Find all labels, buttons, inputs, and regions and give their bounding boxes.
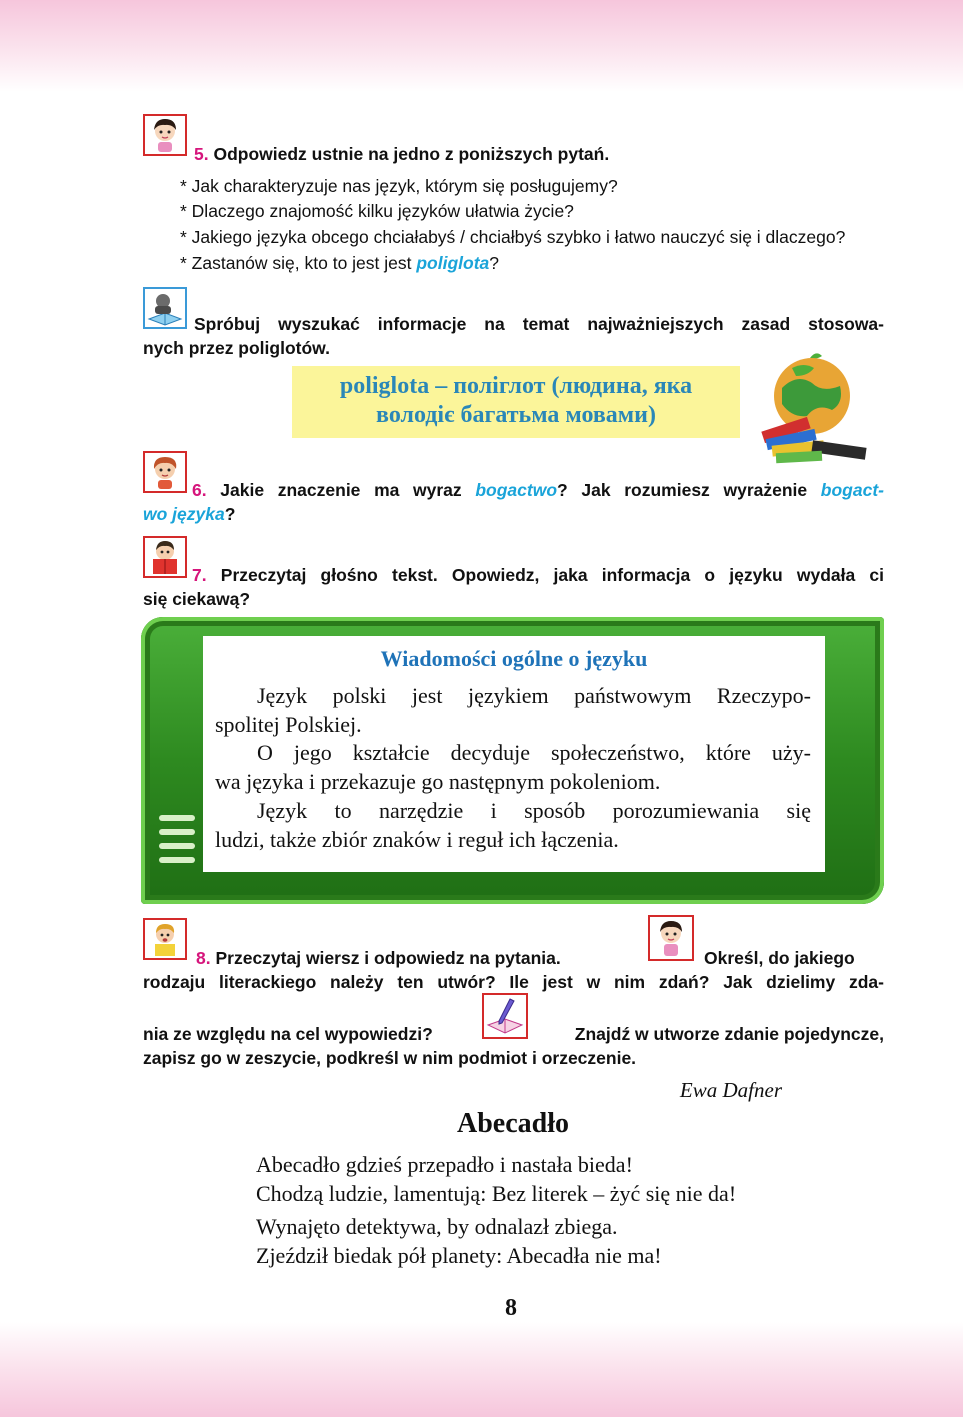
question-1: * Jak charakteryzuje nas język, którym się posługujemy? <box>180 176 618 196</box>
exercise-5-heading <box>194 142 609 166</box>
board-line-2: spolitej Polskiej. <box>215 711 362 737</box>
question-3: * Jakiego języka obcego chciałabyś / chciałbyś szybko i łatwo nauczyć się i dlaczego? <box>180 227 846 247</box>
exercise-6-line-2: wo języka? <box>143 504 236 524</box>
exercise-6-line-1: 6. Jakie znaczenie ma wyraz bogactwo? Jak rozumiesz wyrażenie bogact- <box>192 480 884 500</box>
board-line-1: Język polski jest językiem państwowym Rzeczypo- <box>257 683 811 708</box>
exercise-8-line-1b: Określ, do jakiego <box>704 948 855 968</box>
board-line-4: wa języka i przekazuje go następnym pokoleniom. <box>215 769 661 795</box>
board-title: Wiadomości ogólne o języku <box>380 646 648 671</box>
board-line-6: ludzi, także zbiór znaków i reguł ich łączenia. <box>215 826 619 852</box>
exercise-7-line-2: się ciekawą? <box>143 589 251 609</box>
board-line-5: Język to narzędzie i sposób porozumiewania się <box>257 797 811 823</box>
reading-boy-icon <box>143 536 187 578</box>
glossary-line-1: poliglota – поліглот (людина, яка <box>339 373 693 399</box>
question-4: * Zastanów się, kto to jest jest poliglota? <box>180 253 499 273</box>
board-bar-3 <box>159 843 195 849</box>
poem-line-2: Chodzą ludzie, lamentują: Bez literek – żyć się nie da! <box>256 1181 737 1206</box>
exercise-8-line-2: rodzaju literackiego należy ten utwór? Ile jest w nim zdań? Jak dzielimy zda- <box>143 972 884 992</box>
glossary-box <box>292 366 740 438</box>
exercise-8-line-4: zapisz go w zeszycie, podkreśl w nim podmiot i orzeczenie. <box>143 1048 637 1068</box>
exercise-5-title: Odpowiedz ustnie na jedno z poniższych pytań. <box>213 144 610 164</box>
poem-title: Abecadło <box>457 1108 569 1139</box>
keyword-bogactwo-jezyka-part2: wo języka <box>143 504 225 524</box>
thinking-girl-icon <box>143 451 187 493</box>
top-pink-band <box>0 0 963 92</box>
board-line-3: O jego kształcie decyduje społeczeństwo, które uży- <box>257 740 811 766</box>
girl-thinking-icon <box>648 915 694 961</box>
writing-notebook-icon <box>482 993 528 1039</box>
exercise-8-line-1a: 8. Przeczytaj wiersz i odpowiedz na pytania. <box>196 948 561 968</box>
keyword-poliglota: poliglota <box>416 253 490 273</box>
glossary-line-2: володіє багатьма мовами) <box>376 402 656 428</box>
question-2: * Dlaczego znajomość kilku języków ułatwia życie? <box>180 201 574 221</box>
page-number: 8 <box>505 1295 517 1321</box>
poem-line-4: Zjeździł biedak pół planety: Abecadła nie ma! <box>256 1243 662 1268</box>
exercise-8-line-3b: Znajdź w utworze zdanie pojedyncze, <box>574 1024 884 1044</box>
search-task-line-2: nych przez poliglotów. <box>143 338 330 358</box>
exercise-8-line-3a: nia ze względu na cel wypowiedzi? <box>143 1024 433 1044</box>
board-bar-1 <box>159 815 195 821</box>
board-bar-4 <box>159 857 195 863</box>
board-text-panel <box>203 636 825 872</box>
girl-speaking-icon <box>143 114 187 156</box>
poem-line-1: Abecadło gdzieś przepadło i nastała bieda! <box>256 1152 633 1177</box>
poem-author: Ewa Dafner <box>679 1078 782 1102</box>
poem-line-3: Wynajęto detektywa, by odnalazł zbiega. <box>256 1214 618 1239</box>
board-bar-2 <box>159 829 195 835</box>
globe-books-illustration <box>752 348 872 468</box>
keyword-bogactwo-jezyka-part1: bogact- <box>820 480 884 500</box>
girl-reading-aloud-icon <box>143 918 187 960</box>
search-task-line-1: Spróbuj wyszukać informacje na temat najważniejszych zasad stosowa- <box>194 314 884 334</box>
exercise-7-line-1: 7. Przeczytaj głośno tekst. Opowiedz, jaka informacja o języku wydała ci <box>192 565 884 585</box>
keyword-bogactwo: bogactwo <box>475 480 558 500</box>
bottom-pink-band <box>0 1322 963 1417</box>
reading-book-icon <box>143 287 187 329</box>
exercise-number: 5. <box>194 144 209 164</box>
